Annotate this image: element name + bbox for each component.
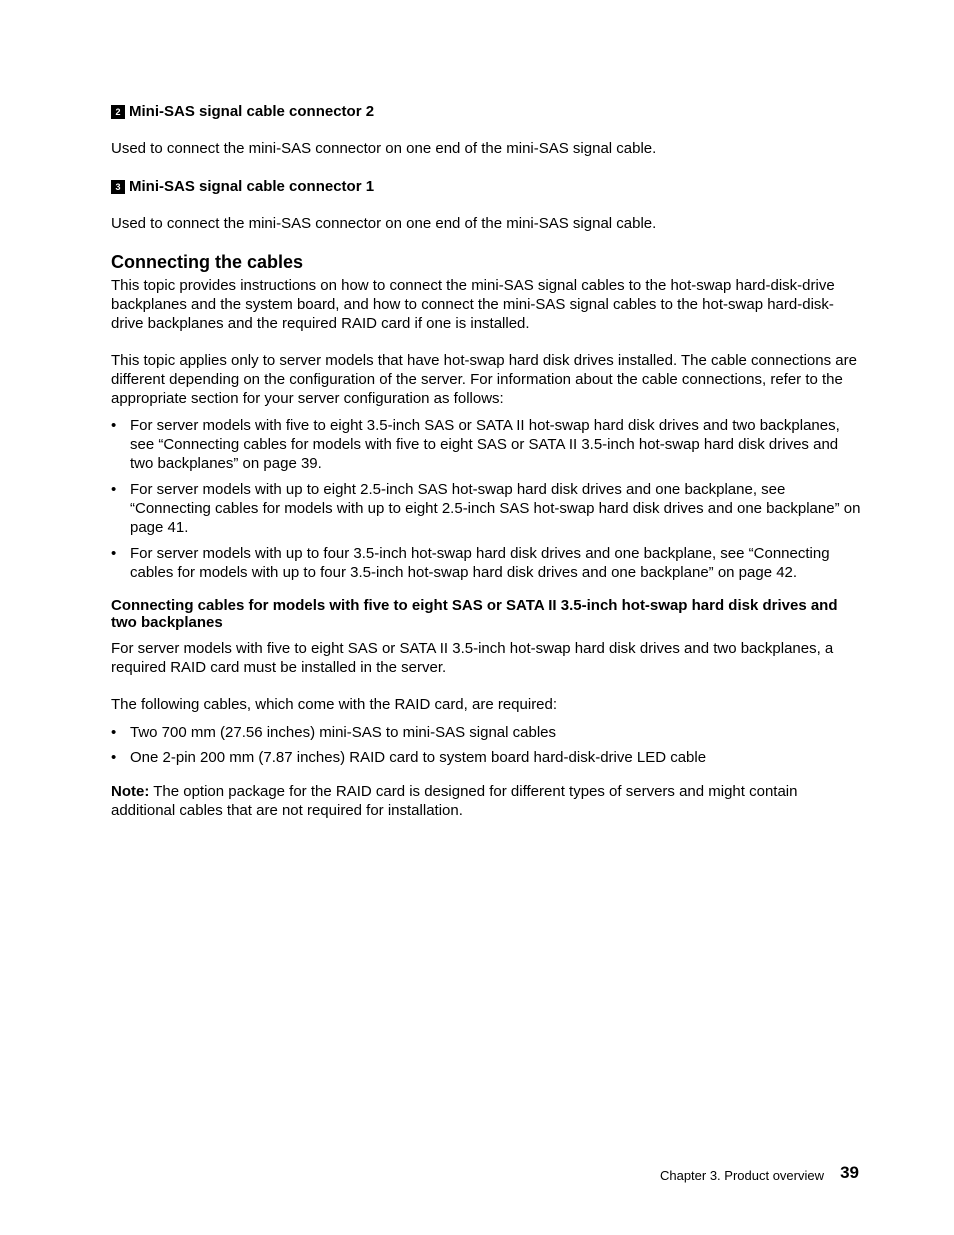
bullet-glyph: •	[111, 481, 117, 498]
list-item-text: Two 700 mm (27.56 inches) mini-SAS to mini-SAS signal cables	[130, 724, 557, 741]
section-applies: This topic applies only to server models that have hot-swap hard disk drives installed. The cable connections are different depending on the configuration of the server. For information about the cable connections, refer to the appropriate section for your server configuration as follows:	[111, 352, 857, 407]
note-text: The option package for the RAID card is designed for different types of servers and might contain additional cables that are not required for installation.	[111, 783, 798, 819]
subsection-heading: Connecting cables for models with five to eight SAS or SATA II 3.5-inch hot-swap hard disk drives and two backplanes	[111, 597, 838, 631]
footer-chapter: Chapter 3. Product overview	[659, 1168, 824, 1183]
list-item-text: For server models with up to four 3.5-inch hot-swap hard disk drives and one backplane, see “Connecting cables for models with up to four 3.5-inch hot-swap hard disk drives and one backplane” on page 42.	[130, 545, 830, 581]
bullet-glyph: •	[111, 545, 117, 562]
bullet-glyph: •	[111, 724, 117, 741]
callout-number-badge: 2	[111, 105, 125, 119]
list-item-text: For server models with up to eight 2.5-inch SAS hot-swap hard disk drives and one backplane, see “Connecting cables for models with up to eight 2.5-inch SAS hot-swap hard disk drives and one backplane” on page 41.	[130, 481, 861, 536]
list-item-text: One 2-pin 200 mm (7.87 inches) RAID card to system board hard-disk-drive LED cable	[130, 749, 707, 766]
note	[111, 782, 863, 820]
callout-title: Mini-SAS signal cable connector 1	[129, 178, 375, 195]
bullet-glyph: •	[111, 749, 117, 766]
callout-description: Used to connect the mini-SAS connector on one end of the mini-SAS signal cable.	[111, 215, 657, 232]
page-number: 39	[840, 1163, 859, 1182]
callout-title: Mini-SAS signal cable connector 2	[129, 103, 375, 120]
cables-list	[111, 723, 863, 773]
note-label: Note:	[111, 783, 150, 800]
callout-heading-2	[111, 102, 374, 121]
list-item	[111, 544, 863, 582]
subsection-intro: For server models with five to eight SAS or SATA II 3.5-inch hot-swap hard disk drives and two backplanes, a required RAID card must be installed in the server.	[111, 640, 834, 676]
section-heading: Connecting the cables	[111, 252, 304, 272]
section-intro: This topic provides instructions on how to connect the mini-SAS signal cables to the hot-swap hard-disk-drive backplanes and the system board, and how to connect the mini-SAS signal cables to the hot-swap hard-disk-drive backplanes and the required RAID card if one is installed.	[111, 277, 835, 332]
configuration-list	[111, 416, 863, 589]
list-item	[111, 480, 863, 537]
list-item	[111, 416, 863, 473]
callout-description: Used to connect the mini-SAS connector on one end of the mini-SAS signal cable.	[111, 140, 657, 157]
list-item	[111, 748, 863, 767]
callout-number-badge: 3	[111, 180, 125, 194]
cables-intro: The following cables, which come with the RAID card, are required:	[111, 696, 558, 713]
callout-heading-3	[111, 177, 374, 196]
bullet-glyph: •	[111, 417, 117, 434]
list-item-text: For server models with five to eight 3.5-inch SAS or SATA II hot-swap hard disk drives and two backplanes, see “Connecting cables for models with five to eight SAS or SATA II 3.5-inch hot-swap hard disk drives and two backplanes” on page 39.	[130, 417, 840, 472]
list-item	[111, 723, 863, 742]
